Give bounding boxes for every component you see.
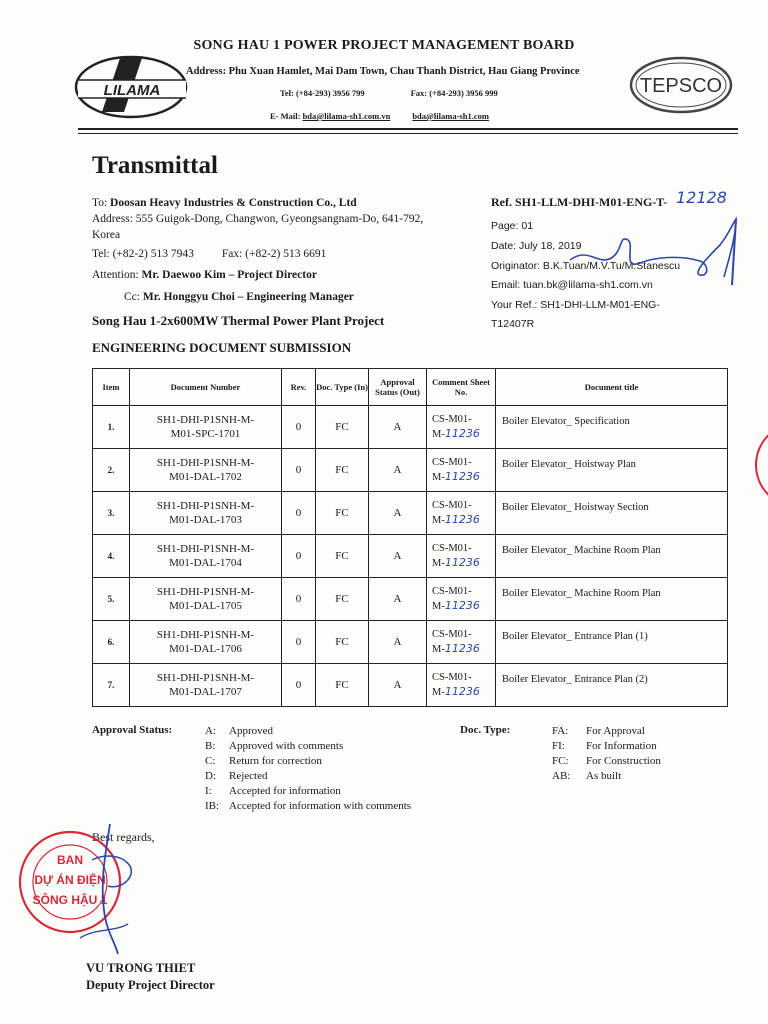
row-approval-status: A	[369, 406, 427, 449]
row-document-title: Boiler Elevator_ Hoistway Plan	[496, 449, 728, 492]
letterhead-address: Address: Phu Xuan Hamlet, Mai Dam Town, Chau Thanh District, Hau Giang Province	[186, 66, 580, 77]
row-document-title: Boiler Elevator_ Machine Room Plan	[496, 578, 728, 621]
letterhead-email-link-2[interactable]: bda@lilama-sh1.com	[412, 111, 489, 121]
row-document-number	[130, 664, 282, 707]
document-table	[92, 368, 728, 707]
doc-number-part2: M01-DAL-1703	[169, 514, 242, 526]
letterhead-contact	[280, 88, 498, 98]
cs-part2: M-	[432, 686, 445, 698]
row-comment-sheet	[427, 621, 496, 664]
row-document-title: Boiler Elevator_ Hoistway Section	[496, 492, 728, 535]
list-item: IB: Accepted for information with comments	[205, 800, 412, 812]
stamp-line-2: DỰ ÁN ĐIỆN	[34, 873, 106, 887]
header-approval-status: Approval Status (Out)	[369, 369, 427, 406]
cs-part2: M-	[432, 557, 445, 569]
closing-regards: Best regards,	[92, 830, 155, 844]
letterhead-rule	[78, 128, 738, 130]
row-document-number	[130, 621, 282, 664]
cs-part2: M-	[432, 514, 445, 526]
cs-handwritten: 11236	[444, 469, 480, 483]
attention-name: Mr. Daewoo Kim – Project Director	[141, 269, 317, 281]
row-comment-sheet	[427, 492, 496, 535]
doc-number-part2: M01-DAL-1702	[169, 471, 242, 483]
header-item: Item	[93, 369, 130, 406]
cc-label: Cc:	[124, 291, 140, 303]
row-item: 7.	[93, 664, 130, 707]
row-document-number	[130, 535, 282, 578]
row-rev: 0	[282, 449, 316, 492]
cs-handwritten: 11236	[444, 426, 480, 440]
lilama-logo-icon	[72, 50, 190, 120]
cs-handwritten: 11236	[444, 512, 480, 526]
reference-handwritten-number: 12128	[676, 188, 727, 207]
cs-part1: CS-M01-	[432, 542, 472, 554]
doc-type-list	[552, 724, 661, 784]
addressee-block	[92, 195, 452, 243]
your-reference: Your Ref.: SH1-DHI-LLM-M01-ENG-	[491, 299, 660, 311]
table-header-row	[93, 369, 728, 406]
doc-number-part2: M01-DAL-1707	[169, 686, 242, 698]
list-item: FA: For Approval	[552, 725, 645, 737]
row-document-title: Boiler Elevator_ Machine Room Plan	[496, 535, 728, 578]
cs-handwritten: 11236	[444, 598, 480, 612]
row-doc-type: FC	[316, 449, 369, 492]
row-document-title: Boiler Elevator_ Entrance Plan (2)	[496, 664, 728, 707]
row-document-number	[130, 406, 282, 449]
project-name: Song Hau 1-2x600MW Thermal Power Plant Project	[92, 313, 385, 328]
approval-status-label: Approval Status:	[92, 724, 173, 736]
row-approval-status: A	[369, 621, 427, 664]
letterhead-fax: Fax: (+84-293) 3956 999	[410, 88, 498, 98]
list-item: AB: As built	[552, 770, 622, 782]
row-doc-type: FC	[316, 406, 369, 449]
cs-part1: CS-M01-	[432, 628, 472, 640]
row-item: 6.	[93, 621, 130, 664]
row-item: 3.	[93, 492, 130, 535]
to-label: To:	[92, 197, 108, 209]
list-item: A: Approved	[205, 725, 273, 737]
letterhead-email	[270, 111, 489, 121]
lilama-logo-text: LILAMA	[103, 82, 161, 99]
row-document-title: Boiler Elevator_ Specification	[496, 406, 728, 449]
submission-title: ENGINEERING DOCUMENT SUBMISSION	[92, 340, 352, 355]
doc-number-part2: M01-SPC-1701	[170, 428, 241, 440]
table-row	[93, 535, 728, 578]
row-doc-type: FC	[316, 621, 369, 664]
page-number: Page: 01	[491, 220, 534, 232]
row-approval-status: A	[369, 492, 427, 535]
signer-block	[86, 960, 215, 994]
row-rev: 0	[282, 406, 316, 449]
cs-part1: CS-M01-	[432, 499, 472, 511]
edge-stamp-icon	[752, 420, 768, 510]
row-rev: 0	[282, 664, 316, 707]
list-item: D: Rejected	[205, 770, 268, 782]
cc-name: Mr. Honggyu Choi – Engineering Manager	[142, 291, 354, 303]
row-approval-status: A	[369, 578, 427, 621]
row-item: 5.	[93, 578, 130, 621]
date: Date: July 18, 2019	[491, 240, 582, 252]
row-document-number	[130, 492, 282, 535]
addressee-contact	[92, 248, 326, 260]
list-item: FC: For Construction	[552, 755, 661, 767]
letterhead-tel: Tel: (+84-293) 3956 799	[280, 88, 365, 98]
cs-part1: CS-M01-	[432, 456, 472, 468]
letterhead-email-link-1[interactable]: bda@lilama-sh1.com.vn	[302, 111, 391, 121]
table-row	[93, 578, 728, 621]
signer-title: Deputy Project Director	[86, 978, 215, 992]
row-doc-type: FC	[316, 578, 369, 621]
header-rev: Rev.	[282, 369, 316, 406]
cs-handwritten: 11236	[444, 684, 480, 698]
tepsco-logo-icon	[628, 55, 734, 115]
your-reference-cont: T12407R	[491, 318, 535, 330]
row-approval-status: A	[369, 535, 427, 578]
stamp-line-3: SÔNG HẬU 1	[32, 893, 108, 907]
doc-number-part1: SH1-DHI-P1SNH-M-	[156, 672, 255, 684]
doc-number-part1: SH1-DHI-P1SNH-M-	[156, 414, 255, 426]
cs-part2: M-	[432, 643, 445, 655]
row-document-number	[130, 578, 282, 621]
cs-part2: M-	[432, 428, 445, 440]
row-document-title: Boiler Elevator_ Entrance Plan (1)	[496, 621, 728, 664]
attention-line	[92, 269, 317, 281]
row-rev: 0	[282, 535, 316, 578]
row-comment-sheet	[427, 535, 496, 578]
doc-number-part2: M01-DAL-1705	[169, 600, 242, 612]
tepsco-logo-text: TEPSCO	[639, 75, 723, 97]
row-doc-type: FC	[316, 492, 369, 535]
doc-number-part1: SH1-DHI-P1SNH-M-	[156, 629, 255, 641]
table-row	[93, 406, 728, 449]
letterhead-email-label: E- Mail:	[270, 111, 301, 121]
row-rev: 0	[282, 492, 316, 535]
letterhead-board-name: SONG HAU 1 POWER PROJECT MANAGEMENT BOARD	[193, 38, 575, 53]
stamp-line-1: BAN	[57, 853, 83, 867]
row-comment-sheet	[427, 449, 496, 492]
header-doc-type: Doc. Type (In)	[316, 369, 369, 406]
table-row	[93, 664, 728, 707]
document-heading: Transmittal	[92, 152, 218, 179]
cs-part2: M-	[432, 600, 445, 612]
row-rev: 0	[282, 578, 316, 621]
doc-number-part1: SH1-DHI-P1SNH-M-	[156, 500, 255, 512]
row-comment-sheet	[427, 578, 496, 621]
reference-number: Ref. SH1-LLM-DHI-M01-ENG-T-	[491, 195, 668, 209]
list-item: C: Return for correction	[205, 755, 322, 767]
table-row	[93, 621, 728, 664]
doc-number-part2: M01-DAL-1704	[169, 557, 242, 569]
cs-handwritten: 11236	[444, 641, 480, 655]
list-item: FI: For Information	[552, 740, 657, 752]
row-approval-status: A	[369, 664, 427, 707]
cs-part1: CS-M01-	[432, 671, 472, 683]
row-comment-sheet	[427, 406, 496, 449]
row-item: 2.	[93, 449, 130, 492]
doc-number-part2: M01-DAL-1706	[169, 643, 242, 655]
list-item: B: Approved with comments	[205, 740, 344, 752]
originator: Originator: B.K.Tuan/M.V.Tu/M.Stanescu	[491, 260, 681, 272]
doc-number-part1: SH1-DHI-P1SNH-M-	[156, 543, 255, 555]
doc-number-part1: SH1-DHI-P1SNH-M-	[156, 586, 255, 598]
addressee-tel: Tel: (+82-2) 513 7943	[92, 248, 194, 260]
approval-status-list	[205, 724, 411, 814]
attention-label: Attention:	[92, 269, 139, 281]
cc-line	[124, 291, 354, 303]
cs-part1: CS-M01-	[432, 413, 472, 425]
list-item: I: Accepted for information	[205, 785, 341, 797]
row-document-number	[130, 449, 282, 492]
cs-part1: CS-M01-	[432, 585, 472, 597]
originator-email: Email: tuan.bk@lilama-sh1.com.vn	[491, 279, 653, 291]
header-document-title: Document title	[496, 369, 728, 406]
row-rev: 0	[282, 621, 316, 664]
header-comment-sheet: Comment Sheet No.	[427, 369, 496, 406]
letterhead-rule-thin	[78, 133, 738, 134]
header-document-number: Document Number	[130, 369, 282, 406]
to-address: Address: 555 Guigok-Dong, Changwon, Gyeongsangnam-Do, 641-792, Korea	[92, 213, 424, 241]
row-item: 4.	[93, 535, 130, 578]
table-row	[93, 449, 728, 492]
to-company: Doosan Heavy Industries & Construction Co., Ltd	[110, 197, 357, 209]
row-item: 1.	[93, 406, 130, 449]
addressee-fax: Fax: (+82-2) 513 6691	[221, 248, 327, 260]
cs-handwritten: 11236	[444, 555, 480, 569]
row-doc-type: FC	[316, 664, 369, 707]
doc-type-label: Doc. Type:	[460, 724, 511, 736]
row-approval-status: A	[369, 449, 427, 492]
signer-name: VU TRONG THIET	[86, 961, 196, 975]
row-doc-type: FC	[316, 535, 369, 578]
row-comment-sheet	[427, 664, 496, 707]
cs-part2: M-	[432, 471, 445, 483]
doc-number-part1: SH1-DHI-P1SNH-M-	[156, 457, 255, 469]
table-row	[93, 492, 728, 535]
